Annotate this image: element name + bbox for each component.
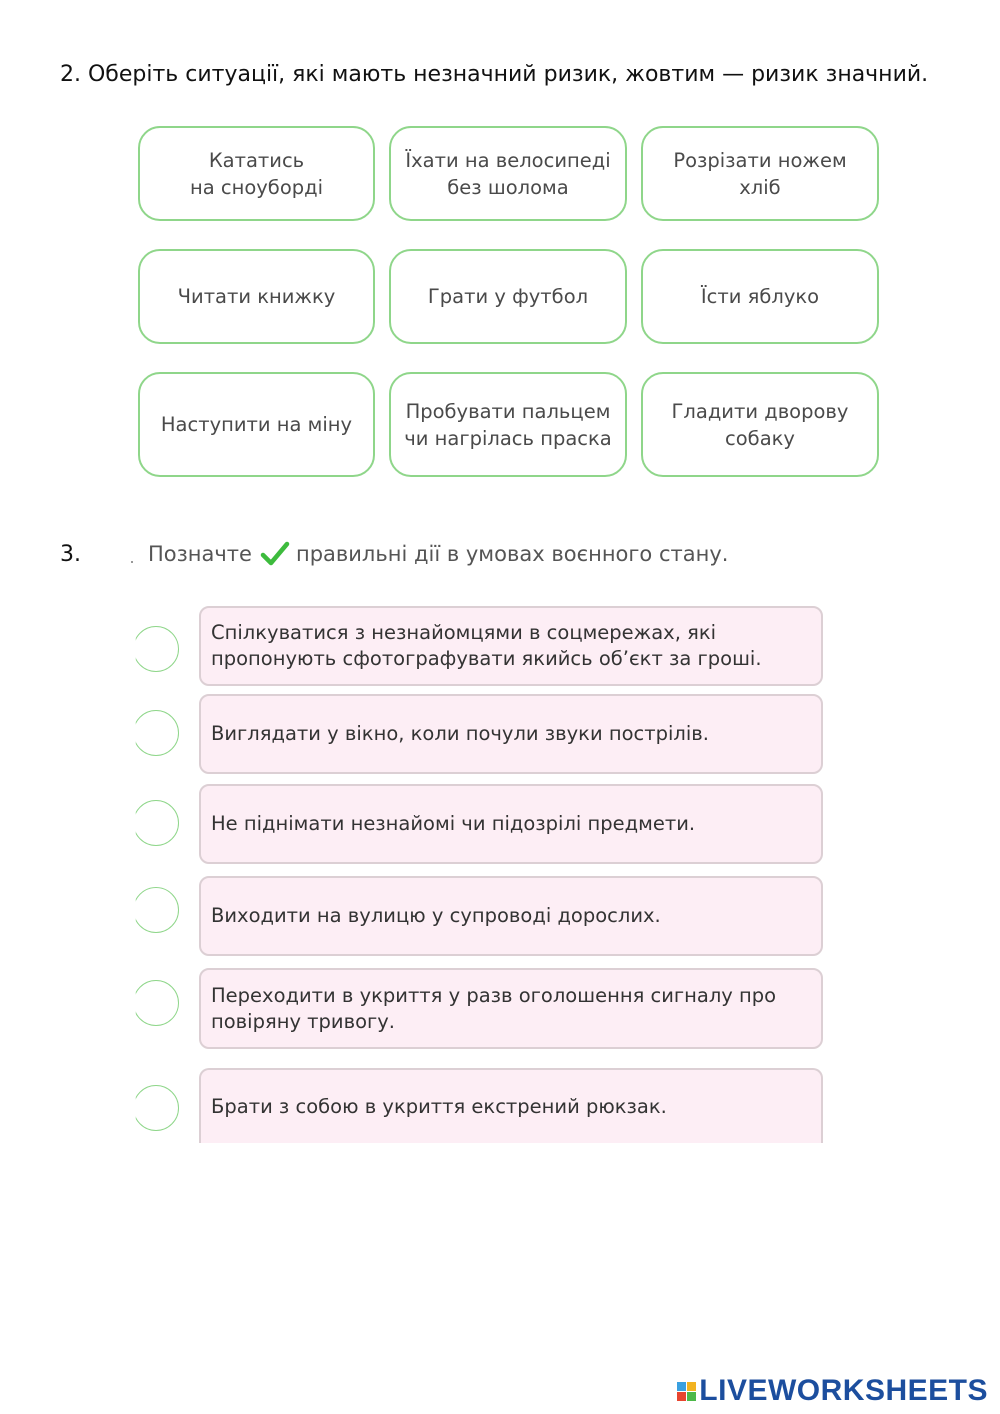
option-card[interactable] <box>199 784 823 864</box>
question-3-instruction <box>148 540 728 568</box>
option-radio[interactable] <box>133 710 179 756</box>
option-text: Не піднімати незнайомі чи підозрілі предмети. <box>211 812 696 835</box>
option-text: Виходити на вулицю у супроводі дорослих. <box>211 904 661 927</box>
option-text: Брати з собою в укриття екстрений рюкзак. <box>211 1094 667 1118</box>
option-card[interactable] <box>199 694 823 774</box>
situation-tile[interactable]: Кататись на сноуборді <box>138 126 375 221</box>
option-radio[interactable] <box>133 800 179 846</box>
question-3-number: 3. <box>60 542 81 567</box>
option-card[interactable] <box>199 606 823 686</box>
liveworksheets-logo <box>677 1374 988 1408</box>
instruction-after: правильні дії в умовах воєнного стану. <box>295 542 729 566</box>
decorative-dot <box>131 561 133 563</box>
option-radio[interactable] <box>133 887 179 933</box>
option-text: Спілкуватися з незнайомцями в соцмережах, які пропонують сфотографувати якийсь об’єкт за гроші. <box>211 621 762 670</box>
situation-tile[interactable]: Їсти яблуко <box>641 249 879 344</box>
logo-text: LIVEWORKSHEETS <box>699 1374 988 1407</box>
option-card[interactable] <box>199 1068 823 1143</box>
situation-tile[interactable]: Їхати на велосипеді без шолома <box>389 126 627 221</box>
checkmark-icon <box>260 540 290 568</box>
question-2-title: 2. Оберіть ситуації, які мають незначний ризик, жовтим — ризик значний. <box>60 62 929 87</box>
situation-tile[interactable]: Читати книжку <box>138 249 375 344</box>
situation-tile[interactable]: Наступити на міну <box>138 372 375 477</box>
instruction-before: Позначте <box>148 542 252 566</box>
situation-tile[interactable]: Пробувати пальцем чи нагрілась праска <box>389 372 627 477</box>
option-card[interactable] <box>199 968 823 1049</box>
option-text: Переходити в укриття у разв оголошення сигналу про повіряну тривогу. <box>211 983 777 1033</box>
option-card[interactable] <box>199 876 823 956</box>
option-radio[interactable] <box>133 980 179 1026</box>
option-radio[interactable] <box>133 1085 179 1131</box>
situation-tile[interactable]: Гладити дворову собаку <box>641 372 879 477</box>
option-radio[interactable] <box>133 626 179 672</box>
option-text: Виглядати у вікно, коли почули звуки пострілів. <box>211 722 709 745</box>
situation-tile[interactable]: Розрізати ножем хліб <box>641 126 879 221</box>
situation-tile[interactable]: Грати у футбол <box>389 249 627 344</box>
logo-mark-icon <box>677 1382 696 1401</box>
